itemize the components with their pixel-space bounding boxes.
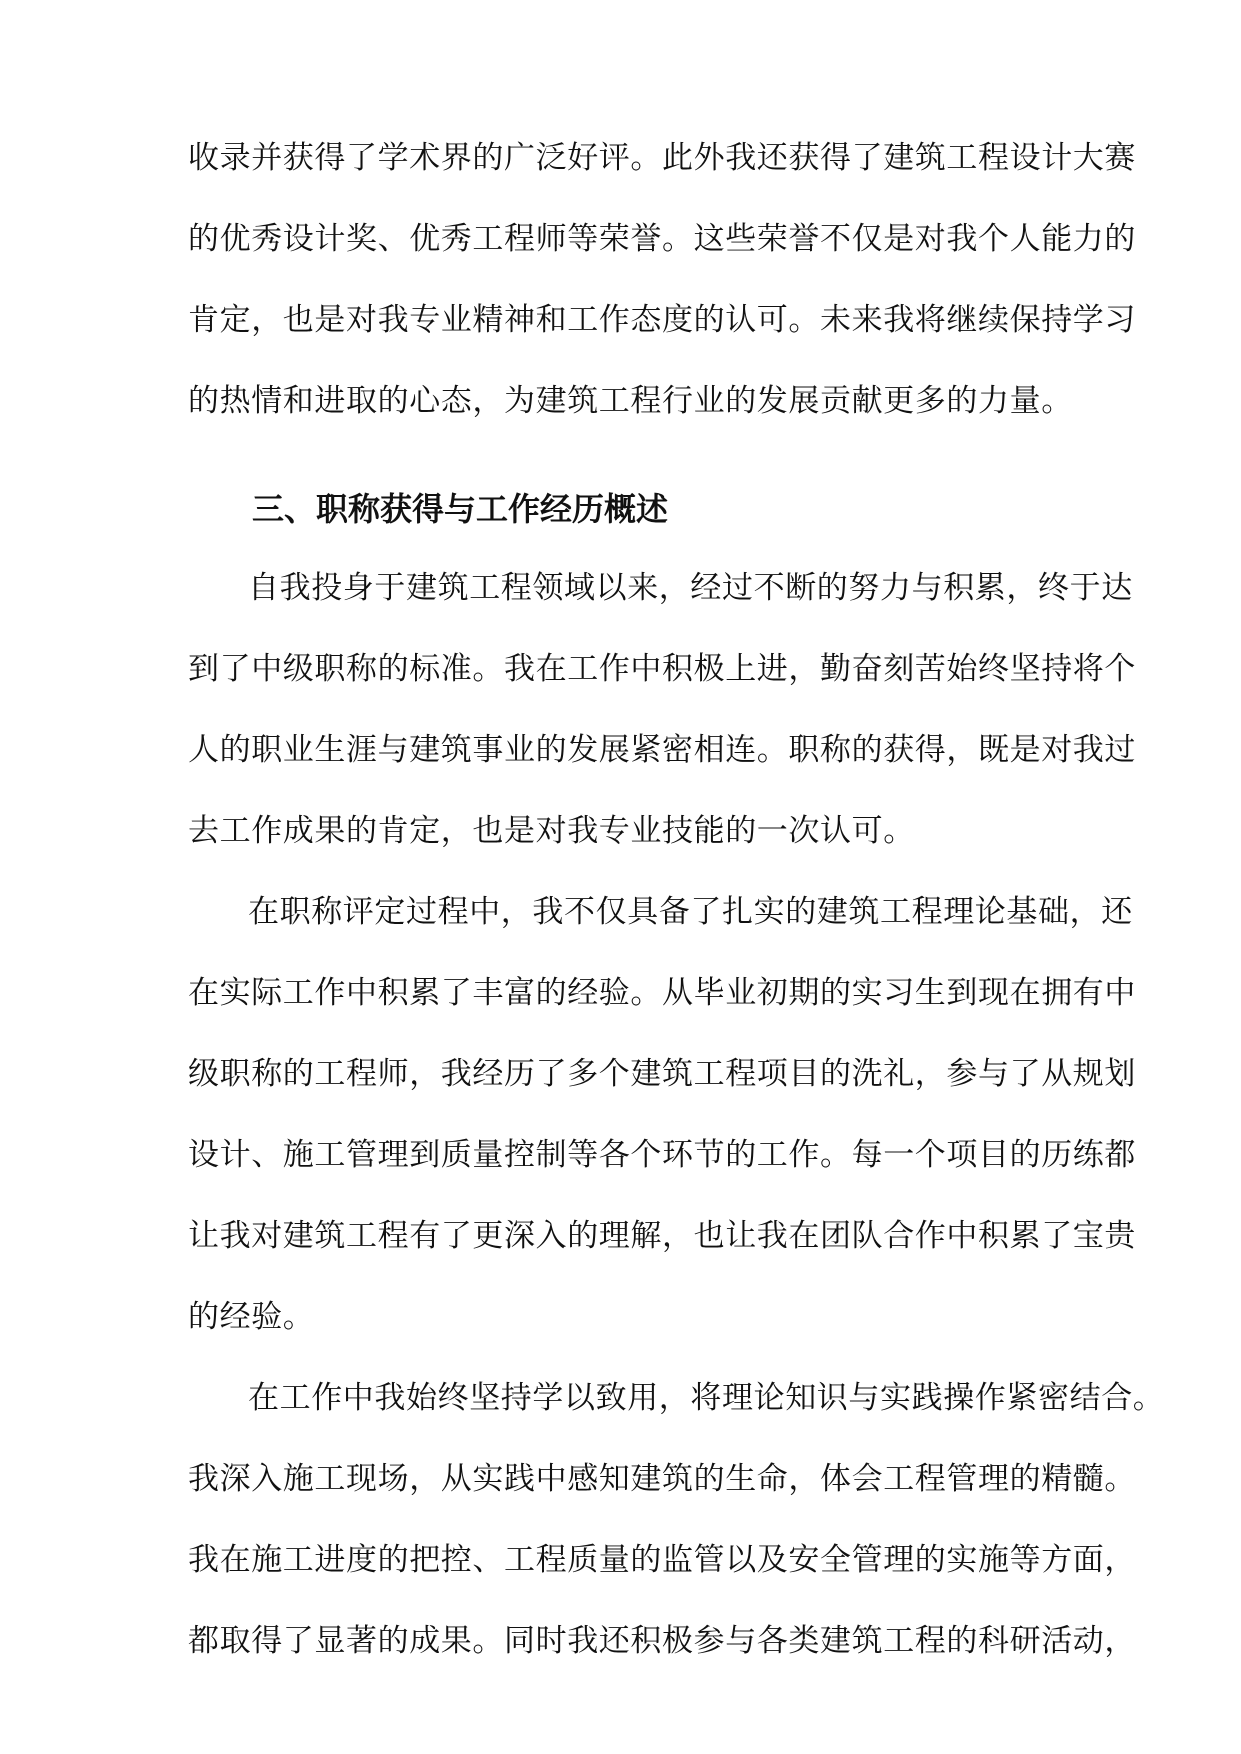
paragraph-3-line-1: 在职称评定过程中，我不仅具备了扎实的建筑工程理论基础，还 [248,894,1133,930]
section-heading: 三、职称获得与工作经历概述 [252,490,669,528]
paragraph-4-line-1: 在工作中我始终坚持学以致用，将理论知识与实践操作紧密结合。 [248,1380,1165,1416]
paragraph-3-line-5: 让我对建筑工程有了更深入的理解，也让我在团队合作中积累了宝贵 [188,1218,1136,1254]
paragraph-2-line-4: 去工作成果的肯定，也是对我专业技能的一次认可。 [188,813,915,849]
paragraph-1-line-2: 的优秀设计奖、优秀工程师等荣誉。这些荣誉不仅是对我个人能力的 [188,221,1136,257]
paragraph-4-line-2: 我深入施工现场，从实践中感知建筑的生命，体会工程管理的精髓。 [188,1461,1136,1497]
paragraph-2-line-1: 自我投身于建筑工程领域以来，经过不断的努力与积累，终于达 [248,570,1133,606]
paragraph-3-line-4: 设计、施工管理到质量控制等各个环节的工作。每一个项目的历练都 [188,1137,1136,1173]
paragraph-3-line-2: 在实际工作中积累了丰富的经验。从毕业初期的实习生到现在拥有中 [188,975,1136,1011]
paragraph-3-line-3: 级职称的工程师，我经历了多个建筑工程项目的洗礼，参与了从规划 [188,1056,1136,1092]
paragraph-4-line-4: 都取得了显著的成果。同时我还积极参与各类建筑工程的科研活动， [188,1623,1136,1659]
paragraph-3-line-6: 的经验。 [188,1299,315,1335]
paragraph-2-line-3: 人的职业生涯与建筑事业的发展紧密相连。职称的获得，既是对我过 [188,732,1136,768]
paragraph-2-line-2: 到了中级职称的标准。我在工作中积极上进，勤奋刻苦始终坚持将个 [188,651,1136,687]
paragraph-1-line-4: 的热情和进取的心态，为建筑工程行业的发展贡献更多的力量。 [188,383,1073,419]
paragraph-1-line-3: 肯定，也是对我专业精神和工作态度的认可。未来我将继续保持学习 [188,302,1136,338]
paragraph-4-line-3: 我在施工进度的把控、工程质量的监管以及安全管理的实施等方面， [188,1542,1136,1578]
paragraph-1-line-1: 收录并获得了学术界的广泛好评。此外我还获得了建筑工程设计大赛 [188,140,1136,176]
